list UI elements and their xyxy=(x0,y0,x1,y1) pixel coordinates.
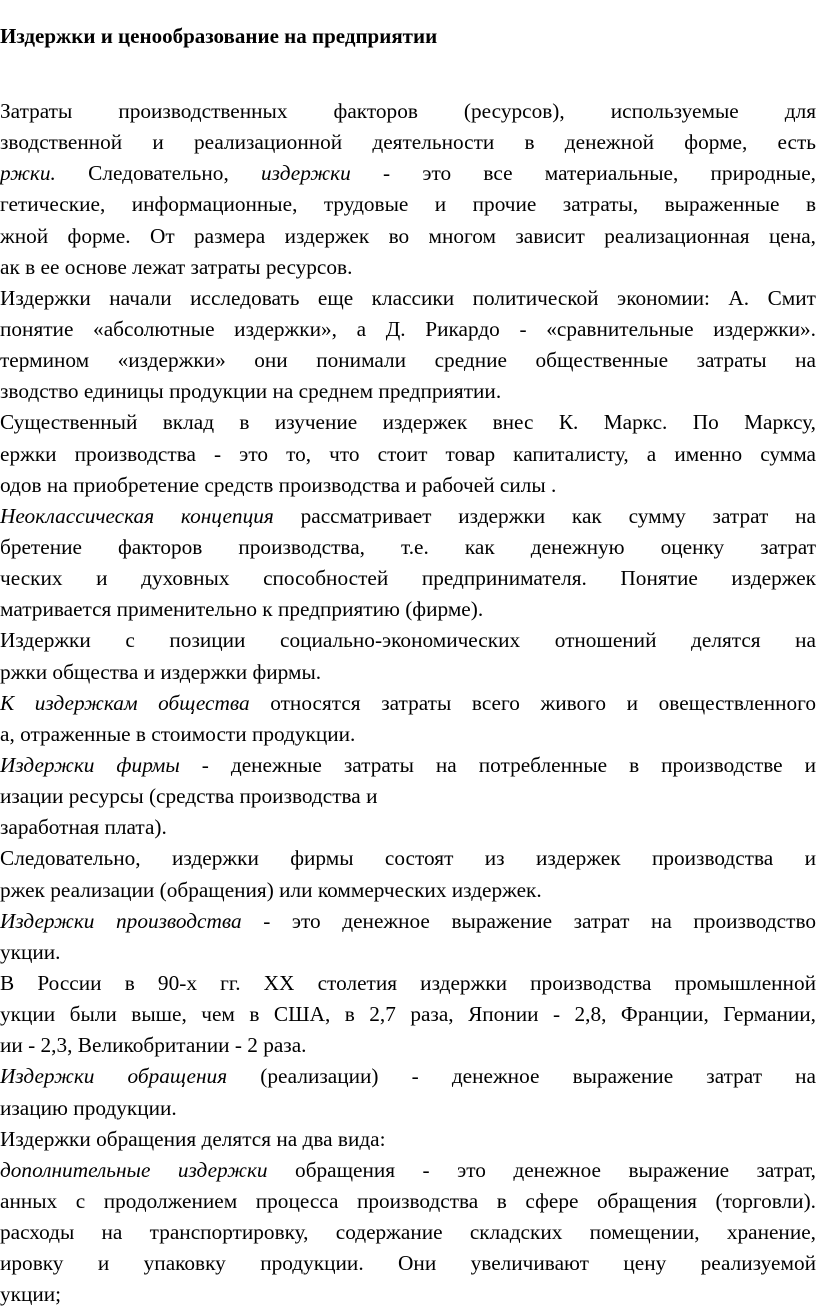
text-run: Издержки начали исследовать еще классики политической экономии: А. Смит xyxy=(0,285,816,310)
text-line xyxy=(0,96,816,127)
text-line xyxy=(0,875,816,906)
text-run: анных с продолжением процесса производства в сфере обращения (торговли). xyxy=(0,1188,816,1213)
text-run: укции были выше, чем в США, в 2,7 раза, Японии - 2,8, Франции, Германии, xyxy=(0,1002,816,1027)
italic-term: Издержки фирмы xyxy=(0,752,180,777)
text-run: ржек реализации (обращения) или коммерческих издержек. xyxy=(0,877,542,902)
text-run: бретение факторов производства, т.е. как денежную оценку затрат xyxy=(0,534,816,559)
text-line xyxy=(0,314,816,345)
text-line xyxy=(0,407,816,438)
text-run: Следовательно, издержки фирмы состоят из издержек производства и xyxy=(0,846,816,871)
text-run: жной форме. От размера издержек во многом зависит реализационная цена, xyxy=(0,223,816,248)
text-run: а, отраженные в стоимости продукции. xyxy=(0,721,356,746)
text-run: зводственной и реализационной деятельности в денежной форме, есть xyxy=(0,130,816,155)
text-line xyxy=(0,501,816,532)
text-run: изацию продукции. xyxy=(0,1095,177,1120)
text-line xyxy=(0,252,816,283)
text-run: Издержки с позиции социально-экономических отношений делятся на xyxy=(0,628,816,653)
text-run: матривается применительно к предприятию (фирме). xyxy=(0,597,484,622)
text-run: - это все материальные, природные, xyxy=(350,161,816,186)
text-run: - денежные затраты на потребленные в производстве и xyxy=(179,752,816,777)
text-run: обращения - это денежное выражение затрат, xyxy=(267,1157,816,1182)
text-line xyxy=(0,594,816,625)
text-line xyxy=(0,1030,816,1061)
text-run: Издержки обращения делятся на два вида: xyxy=(0,1126,386,1151)
text-line xyxy=(0,719,816,750)
text-line xyxy=(0,1279,816,1310)
text-line xyxy=(0,1248,816,1279)
text-run: заработная плата). xyxy=(0,815,167,840)
text-run: ии - 2,3, Великобритании - 2 раза. xyxy=(0,1033,307,1058)
document-title: Издержки и ценообразование на предприятии xyxy=(0,24,438,48)
text-run: Затраты производственных факторов (ресурсов), используемые для xyxy=(0,99,816,123)
text-run: Существенный вклад в изучение издержек внес К. Маркс. По Марксу, xyxy=(0,410,816,435)
text-line xyxy=(0,189,816,220)
text-line xyxy=(0,221,816,252)
text-line xyxy=(0,158,816,189)
text-run: - это денежное выражение затрат на производство xyxy=(241,908,816,933)
italic-term: издержки xyxy=(261,161,351,186)
italic-term: К издержкам общества xyxy=(0,690,250,715)
text-line xyxy=(0,657,816,688)
text-run: ак в ее основе лежат затраты ресурсов. xyxy=(0,254,353,279)
text-line xyxy=(0,1155,816,1186)
text-run: Следовательно, xyxy=(55,161,262,186)
text-line xyxy=(0,968,816,999)
text-run: укции; xyxy=(0,1282,62,1307)
text-run: термином «издержки» они понимали средние общественные затраты на xyxy=(0,348,816,373)
text-line xyxy=(0,688,816,719)
text-line xyxy=(0,812,816,843)
text-run: укции. xyxy=(0,939,61,964)
italic-term: Неоклассическая концепция xyxy=(0,503,274,528)
text-line xyxy=(0,345,816,376)
text-line xyxy=(0,1093,816,1124)
text-run: ржки общества и издержки фирмы. xyxy=(0,659,322,684)
text-run: (реализации) - денежное выражение затрат на xyxy=(227,1064,816,1089)
text-line xyxy=(0,625,816,656)
text-run: рассматривает издержки как сумму затрат на xyxy=(273,503,816,528)
text-line xyxy=(0,1124,816,1155)
italic-term: Издержки обращения xyxy=(0,1064,228,1089)
text-run: гетические, информационные, трудовые и прочие затраты, выраженные в xyxy=(0,192,816,217)
text-line xyxy=(0,999,816,1030)
text-run: изации ресурсы (средства производства и xyxy=(0,784,378,809)
text-line xyxy=(0,1217,816,1248)
text-line xyxy=(0,532,816,563)
text-line xyxy=(0,439,816,470)
text-line xyxy=(0,781,816,812)
text-line xyxy=(0,937,816,968)
text-line xyxy=(0,1186,816,1217)
document-body xyxy=(0,96,816,1310)
text-run: расходы на транспортировку, содержание складских помещении, хранение, xyxy=(0,1220,816,1245)
text-run: ержки производства - это то, что стоит товар капиталисту, а именно сумма xyxy=(0,441,816,466)
italic-term: дополнительные издержки xyxy=(0,1157,268,1182)
text-run: ческих и духовных способностей предпринимателя. Понятие издержек xyxy=(0,566,816,591)
text-line xyxy=(0,1061,816,1092)
text-run: зводство единицы продукции на среднем предприятии. xyxy=(0,379,502,404)
text-line xyxy=(0,563,816,594)
text-line xyxy=(0,283,816,314)
text-run: одов на приобретение средств производства и рабочей силы . xyxy=(0,472,557,497)
text-line xyxy=(0,127,816,158)
text-run: относятся затраты всего живого и овеществленного xyxy=(249,690,816,715)
text-line xyxy=(0,750,816,781)
text-run: В России в 90-х гг. XX столетия издержки производства промышленной xyxy=(0,970,816,995)
text-line xyxy=(0,376,816,407)
text-line xyxy=(0,470,816,501)
text-line xyxy=(0,906,816,937)
italic-term: Издержки производства xyxy=(0,908,242,933)
text-run: ировку и упаковку продукции. Они увеличивают цену реализуемой xyxy=(0,1251,816,1276)
text-run: понятие «абсолютные издержки», а Д. Рикардо - «сравнительные издержки». xyxy=(0,316,816,341)
italic-term: ржки. xyxy=(0,161,56,186)
text-line xyxy=(0,843,816,874)
